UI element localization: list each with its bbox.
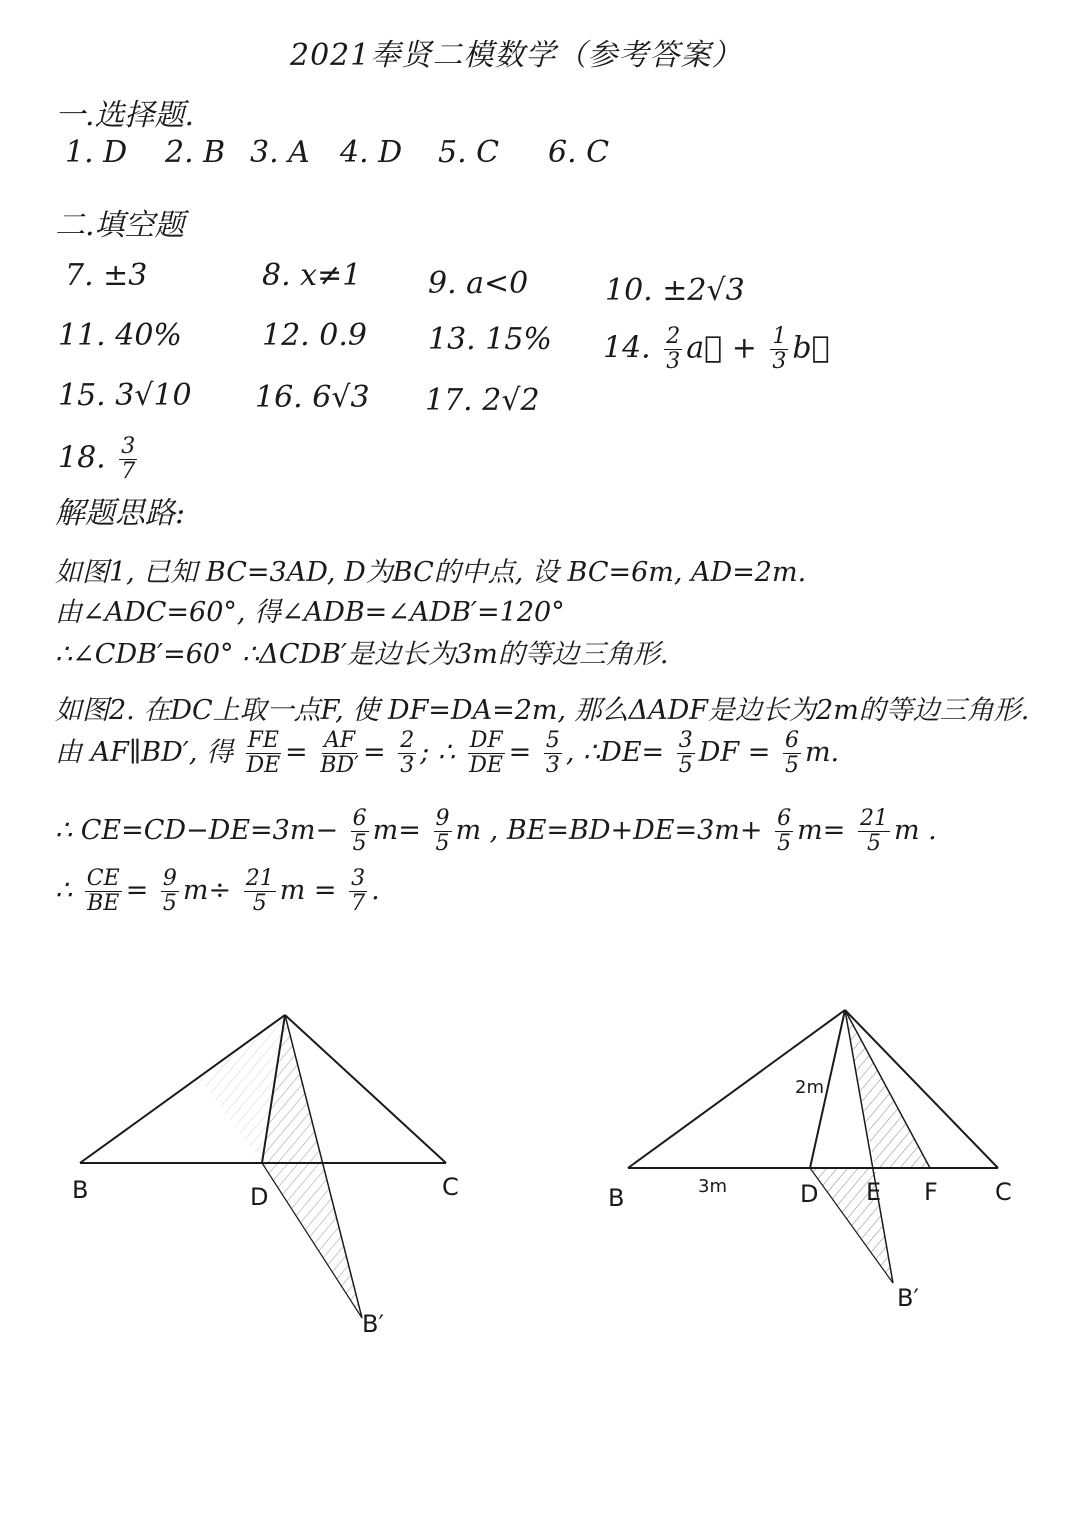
figure1-label-B-prime: B′ [362,1310,384,1338]
fill-answer-17: 17. 2√2 [425,383,540,418]
figure1-label-B: B [72,1176,89,1204]
mc-answer-5: 5. C [438,135,500,170]
fraction: $\frac{CE}{BE}$ [86,866,120,916]
section1-heading: 一.选择题. [55,98,195,133]
vector-a: a⃗ + [686,330,757,366]
fraction: $\frac{3}{7}$ [121,434,136,484]
solution-line-3: ∴∠CDB′=60° ∴ΔCDB′是边长为3m的等边三角形. [55,639,669,670]
fraction: $\frac{9}{5}$ [435,806,450,856]
fill-answer-18-prefix: 18. [58,440,106,476]
fill-answer-15: 15. 3√10 [58,378,192,413]
solution-line-1: 如图1, 已知 BC=3AD, D为BC的中点, 设 BC=6m, AD=2m. [55,557,807,588]
mc-answer-3: 3. A [250,135,310,170]
fraction: $\frac{AF}{BD'}$ [320,728,360,778]
solution-line-4: 如图2. 在DC上取一点F, 使 DF=DA=2m, 那么ΔADF是边长为2m的等边三角形. [55,695,1030,726]
fraction: $\frac{DF}{DE}$ [469,728,503,778]
figure2-label-B: B [608,1184,625,1212]
fraction: $\frac{2}{3}$ [400,728,415,778]
fraction: $\frac{6}{5}$ [352,806,367,856]
figure1-label-C: C [442,1173,459,1201]
fraction: $\frac{6}{5}$ [784,728,799,778]
mc-answer-2: 2. B [165,135,226,170]
fill-answer-12: 12. 0.9 [262,318,367,353]
fraction: $\frac{3}{7}$ [351,866,366,916]
fill-answer-13: 13. 15% [428,322,552,357]
fraction: $\frac{5}{3}$ [545,728,560,778]
figure2-label-B-prime: B′ [897,1284,919,1312]
figure-2 [608,1010,1012,1312]
mc-answer-6: 6. C [548,135,610,170]
fill-answer-7: 7. ±3 [65,258,148,293]
section2-heading: 二.填空题 [55,208,185,243]
fraction: $\frac{1}{3}$ [772,324,787,374]
figure2-label-F: F [924,1178,938,1206]
fill-answer-16: 16. 6√3 [255,380,370,415]
solution-line-5: 由 AF∥BD′, 得 $\frac{FE}{DE}$ = $\frac{AF}{BD'}$ = $\frac{2}{3}$ ; ∴ $\frac{DF}{DE}$ = $\frac{5}{3}$ , ∴DE= $\frac{3}{5}$ DF = $\frac{6}{5}$ m. [55,728,840,778]
fraction: $\frac{2}{3}$ [666,324,681,374]
fraction: $\frac{9}{5}$ [162,866,177,916]
fill-answer-14-prefix: 14. [603,330,651,366]
fraction: $\frac{21}{5}$ [859,806,888,856]
solution-line-7: ∴ $\frac{CE}{BE}$ = $\frac{9}{5}$ m÷ $\frac{21}{5}$ m = $\frac{3}{7}$ . [55,866,380,916]
vector-b: b⃗ [792,330,830,366]
solution-line-2: 由∠ADC=60°, 得∠ADB=∠ADB′=120° [55,597,565,628]
solution-heading: 解题思路: [55,496,186,531]
mc-answer-1: 1. D [65,135,128,170]
fill-answer-8: 8. x≠1 [262,258,362,293]
solution-line-6: ∴ CE=CD−DE=3m− $\frac{6}{5}$ m= $\frac{9}{5}$ m , BE=BD+DE=3m+ $\frac{6}{5}$ m= $\frac{21}{5}$ m . [55,806,937,856]
page-title: 2021奉贤二模数学（参考答案） [290,38,743,73]
figure2-label-2m: 2m [795,1077,824,1098]
fill-answer-9: 9. a<0 [428,266,529,301]
fill-answer-10: 10. ±2√3 [605,273,745,308]
figure2-label-E: E [866,1178,882,1206]
figure-1 [72,1015,459,1338]
figure2-label-C: C [995,1178,1012,1206]
figure1-label-D: D [250,1183,269,1211]
fraction: $\frac{21}{5}$ [245,866,274,916]
fill-answer-11: 11. 40% [58,318,182,353]
figure2-label-3m: 3m [698,1176,727,1197]
figure2-label-D: D [800,1180,819,1208]
fraction: $\frac{6}{5}$ [777,806,792,856]
fraction: $\frac{FE}{DE}$ [246,728,281,778]
fraction: $\frac{3}{5}$ [678,728,693,778]
mc-answer-4: 4. D [340,135,403,170]
